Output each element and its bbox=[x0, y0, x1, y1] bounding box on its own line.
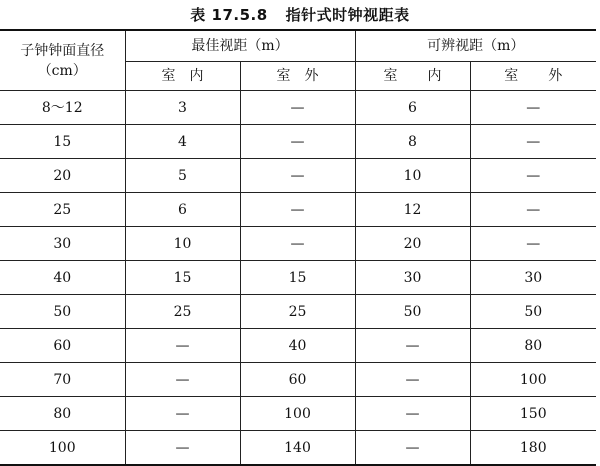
cell-best-outdoor: — bbox=[240, 193, 355, 227]
header-diameter-label: 子钟钟面直径 bbox=[20, 42, 105, 59]
cell-discernible-indoor: — bbox=[355, 363, 470, 397]
cell-best-indoor: 5 bbox=[125, 159, 240, 193]
cell-best-outdoor: 40 bbox=[240, 329, 355, 363]
cell-diameter: 60 bbox=[0, 329, 125, 363]
cell-discernible-outdoor: 80 bbox=[470, 329, 596, 363]
header-best-indoor-b: 内 bbox=[189, 68, 204, 84]
cell-discernible-indoor: 10 bbox=[355, 159, 470, 193]
header-diameter-unit: （cm） bbox=[37, 62, 87, 79]
cell-discernible-indoor: 50 bbox=[355, 295, 470, 329]
cell-discernible-outdoor: 50 bbox=[470, 295, 596, 329]
cell-discernible-outdoor: 150 bbox=[470, 397, 596, 431]
cell-best-indoor: 10 bbox=[125, 227, 240, 261]
cell-discernible-outdoor: — bbox=[470, 193, 596, 227]
cell-best-outdoor: — bbox=[240, 91, 355, 125]
cell-discernible-indoor: 8 bbox=[355, 125, 470, 159]
cell-best-outdoor: 140 bbox=[240, 431, 355, 466]
clock-viewing-distance-table bbox=[0, 29, 596, 466]
table-row bbox=[0, 397, 596, 431]
header-best-outdoor bbox=[240, 62, 355, 91]
table-row bbox=[0, 227, 596, 261]
cell-diameter: 30 bbox=[0, 227, 125, 261]
cell-discernible-indoor: 12 bbox=[355, 193, 470, 227]
header-best-outdoor-a: 室 bbox=[276, 68, 291, 84]
cell-diameter: 70 bbox=[0, 363, 125, 397]
cell-best-outdoor: 100 bbox=[240, 397, 355, 431]
cell-discernible-indoor: 30 bbox=[355, 261, 470, 295]
header-discernible-indoor bbox=[355, 62, 470, 91]
table-row bbox=[0, 193, 596, 227]
cell-best-indoor: — bbox=[125, 329, 240, 363]
cell-best-indoor: 15 bbox=[125, 261, 240, 295]
header-discernible-distance: 可辨视距（m） bbox=[355, 30, 596, 62]
cell-discernible-outdoor: 100 bbox=[470, 363, 596, 397]
cell-diameter: 20 bbox=[0, 159, 125, 193]
cell-discernible-indoor: 6 bbox=[355, 91, 470, 125]
cell-discernible-indoor: — bbox=[355, 397, 470, 431]
table-row bbox=[0, 363, 596, 397]
header-discernible-indoor-a: 室 bbox=[383, 68, 398, 84]
cell-best-indoor: — bbox=[125, 431, 240, 466]
cell-diameter: 50 bbox=[0, 295, 125, 329]
cell-best-outdoor: — bbox=[240, 125, 355, 159]
cell-diameter: 25 bbox=[0, 193, 125, 227]
cell-best-outdoor: 60 bbox=[240, 363, 355, 397]
cell-best-indoor: 25 bbox=[125, 295, 240, 329]
table-caption: 指针式时钟视距表 bbox=[285, 6, 410, 24]
table-row bbox=[0, 91, 596, 125]
cell-discernible-outdoor: — bbox=[470, 125, 596, 159]
cell-best-outdoor: 25 bbox=[240, 295, 355, 329]
cell-discernible-outdoor: 30 bbox=[470, 261, 596, 295]
header-discernible-outdoor bbox=[470, 62, 596, 91]
table-row bbox=[0, 431, 596, 466]
header-best-distance: 最佳视距（m） bbox=[125, 30, 355, 62]
cell-discernible-indoor: — bbox=[355, 329, 470, 363]
cell-best-indoor: — bbox=[125, 397, 240, 431]
table-body bbox=[0, 91, 596, 466]
cell-diameter: 15 bbox=[0, 125, 125, 159]
header-best-outdoor-b: 外 bbox=[304, 68, 319, 84]
cell-best-indoor: — bbox=[125, 363, 240, 397]
table-number: 表 17.5.8 bbox=[190, 6, 268, 24]
cell-discernible-outdoor: — bbox=[470, 91, 596, 125]
table-title bbox=[0, 4, 600, 25]
cell-best-outdoor: — bbox=[240, 227, 355, 261]
cell-diameter: 8～12 bbox=[0, 91, 125, 125]
cell-discernible-outdoor: — bbox=[470, 227, 596, 261]
cell-best-indoor: 4 bbox=[125, 125, 240, 159]
table-row bbox=[0, 159, 596, 193]
cell-diameter: 100 bbox=[0, 431, 125, 466]
cell-best-outdoor: — bbox=[240, 159, 355, 193]
cell-diameter: 80 bbox=[0, 397, 125, 431]
table-row bbox=[0, 261, 596, 295]
header-best-indoor-a: 室 bbox=[161, 68, 176, 84]
table-row bbox=[0, 329, 596, 363]
cell-best-indoor: 6 bbox=[125, 193, 240, 227]
cell-discernible-outdoor: 180 bbox=[470, 431, 596, 466]
cell-best-outdoor: 15 bbox=[240, 261, 355, 295]
header-best-indoor bbox=[125, 62, 240, 91]
header-discernible-indoor-b: 内 bbox=[427, 68, 442, 84]
header-discernible-outdoor-a: 室 bbox=[504, 68, 519, 84]
header-row-groups bbox=[0, 30, 596, 62]
cell-discernible-indoor: — bbox=[355, 431, 470, 466]
table-row bbox=[0, 295, 596, 329]
cell-best-indoor: 3 bbox=[125, 91, 240, 125]
table-row bbox=[0, 125, 596, 159]
header-discernible-outdoor-b: 外 bbox=[548, 68, 563, 84]
cell-diameter: 40 bbox=[0, 261, 125, 295]
cell-discernible-outdoor: — bbox=[470, 159, 596, 193]
header-diameter bbox=[0, 30, 125, 91]
cell-discernible-indoor: 20 bbox=[355, 227, 470, 261]
